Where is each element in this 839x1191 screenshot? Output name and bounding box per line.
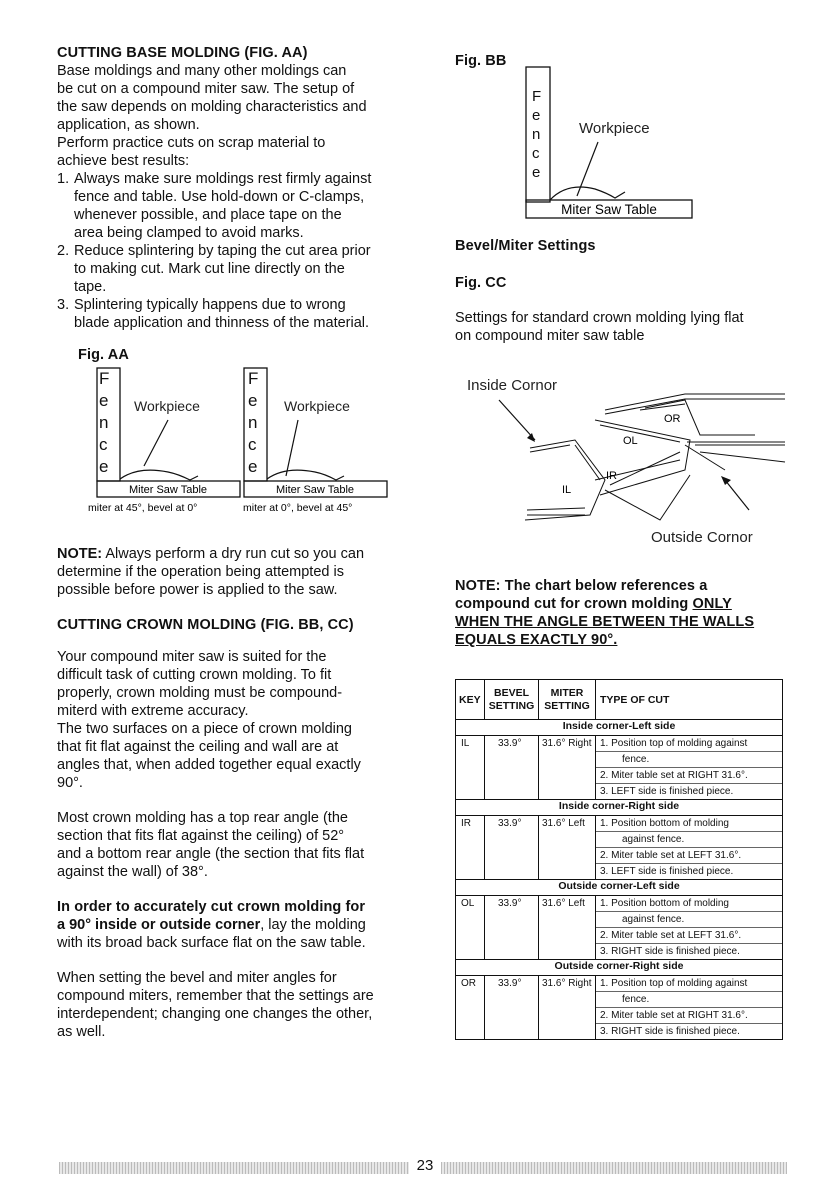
crown-para-4-line: interdependent; changing one changes the other, <box>57 1006 373 1022</box>
type-line: 1. Position bottom of molding <box>596 896 782 912</box>
table-row <box>456 816 783 880</box>
fig-bb-fence-label <box>532 88 541 181</box>
base-molding-heading: CUTTING BASE MOLDING (FIG. AA) <box>57 45 308 61</box>
table-row <box>456 896 783 960</box>
type-line: fence. <box>596 752 782 768</box>
svg-text:F: F <box>99 369 110 388</box>
crown-para-1-line: The two surfaces on a piece of crown molding <box>57 721 352 737</box>
type-line: 1. Position top of molding against <box>596 976 782 992</box>
cell-bevel: 33.9° <box>485 736 539 800</box>
crown-para-4-line: When setting the bevel and miter angles for <box>57 970 337 986</box>
cell-type <box>596 816 783 880</box>
fig-cc-title: Fig. CC <box>455 275 507 291</box>
crown-para-1-line: Your compound miter saw is suited for the <box>57 649 327 665</box>
base-molding-step: blade application and thinness of the material. <box>74 315 370 331</box>
crown-para-2-line: section that fits flat against the ceiling) of 52° <box>57 828 345 844</box>
type-line: fence. <box>596 992 782 1008</box>
fig-bb-table: Miter Saw Table <box>561 202 657 217</box>
svg-text:c: c <box>532 145 540 162</box>
crown-molding-section: CUTTING CROWN MOLDING (FIG. BB, CC) Your compound miter saw is suited for the difficult task of cutting crown molding. To fit properly, crown molding must be compound- miterd with extreme accuracy. The two surfaces on a piece of crown molding that fit flat against the ceiling and wall are at angles that, when added together equal exactly 90°. Most crown molding has a top rear angle (the section that fits flat against the ceiling) of 52° and a bottom rear angle (the section that fits flat against the wall) of 38°. In order to accurately cut crown molding for a 90° inside or outside corner, lay the molding with its broad back surface flat on the saw table. When setting the bevel and miter angles for compound miters, remember that the settings are interdependent; changing one changes the other, as well. <box>57 616 417 1041</box>
fig-cc-diagram <box>455 370 795 550</box>
base-molding-intro-line: be cut on a compound miter saw. The setup of <box>57 81 355 97</box>
fig-aa-caption-right: miter at 0°, bevel at 45° <box>243 502 353 514</box>
fig-aa-caption-left: miter at 45°, bevel at 0° <box>88 502 198 514</box>
fig-aa-left-table: Miter Saw Table <box>128 484 208 496</box>
col-bevel: BEVEL SETTING <box>485 680 539 720</box>
col-key: KEY <box>456 680 485 720</box>
svg-text:e: e <box>99 457 109 476</box>
crown-para-1-line: angles that, when added together equal exactly <box>57 757 361 773</box>
svg-text:e: e <box>248 391 258 410</box>
base-molding-step: fence and table. Use hold-down or C-clamps, <box>74 189 365 205</box>
svg-text:e: e <box>532 107 541 124</box>
bevel-miter-heading: Bevel/Miter Settings <box>455 238 596 254</box>
cell-bevel: 33.9° <box>485 896 539 960</box>
base-molding-step: to making cut. Mark cut line directly on the <box>74 261 345 277</box>
type-line: against fence. <box>596 832 782 848</box>
base-molding-intro <box>57 62 417 170</box>
figure-cc <box>455 370 795 550</box>
cell-key: OL <box>456 896 485 960</box>
svg-text:e: e <box>532 164 541 181</box>
footer-left-bar <box>59 1162 409 1174</box>
figure-bb <box>455 52 715 252</box>
cell-miter: 31.6° Left <box>539 896 596 960</box>
cell-type <box>596 976 783 1040</box>
svg-text:c: c <box>99 435 108 454</box>
table-section-title: Outside corner-Left side <box>456 880 783 896</box>
svg-text:n: n <box>99 413 109 432</box>
fig-cc-ir-label: IR <box>606 470 617 482</box>
fig-cc-il-label: IL <box>562 484 572 496</box>
table-section-title: Inside corner-Right side <box>456 800 783 816</box>
crown-settings-table <box>455 679 783 1040</box>
fig-cc-inside-label: Inside Cornor <box>467 377 558 394</box>
crown-para-4 <box>57 969 417 1041</box>
fig-bb-workpiece: Workpiece <box>579 120 650 137</box>
table-section-title: Outside corner-Right side <box>456 960 783 976</box>
type-line: 2. Miter table set at RIGHT 31.6°. <box>596 768 782 784</box>
crown-settings-table-wrap <box>455 679 783 1040</box>
cell-type <box>596 736 783 800</box>
base-molding-intro-line: achieve best results: <box>57 153 190 169</box>
base-molding-step: tape. <box>74 279 107 295</box>
fig-aa-left-fence-label <box>99 369 109 476</box>
cell-miter: 31.6° Right <box>539 976 596 1040</box>
svg-text:n: n <box>532 126 541 143</box>
fig-cc-or-label: OR <box>664 413 681 425</box>
fig-aa-right-fence-label <box>248 369 258 476</box>
type-line: 3. RIGHT side is finished piece. <box>600 946 740 957</box>
table-row <box>456 976 783 1040</box>
fig-cc-ol-label: OL <box>623 435 638 447</box>
note-label: NOTE: <box>57 546 103 562</box>
base-molding-intro-line: the saw depends on molding characteristics and <box>57 99 367 115</box>
fig-bb-title: Fig. BB <box>455 53 507 69</box>
fig-aa-left-workpiece: Workpiece <box>134 398 200 414</box>
crown-para-1-line: 90°. <box>57 775 83 791</box>
fig-aa-diagram <box>78 366 418 531</box>
base-molding-step: 3. Splintering typically happens due to wrong <box>57 297 346 313</box>
cell-bevel: 33.9° <box>485 976 539 1040</box>
crown-para-1-line: miterd with extreme accuracy. <box>57 703 249 719</box>
cell-miter: 31.6° Left <box>539 816 596 880</box>
crown-para-2-line: against the wall) of 38°. <box>57 864 208 880</box>
crown-para-4-line: as well. <box>57 1024 106 1040</box>
type-line: 2. Miter table set at LEFT 31.6°. <box>596 848 782 864</box>
cell-bevel: 33.9° <box>485 816 539 880</box>
page-number: 23 <box>416 1157 434 1174</box>
base-molding-section <box>57 44 417 332</box>
svg-text:F: F <box>532 88 542 105</box>
footer-right-bar <box>441 1162 787 1174</box>
type-line: 1. Position bottom of molding <box>596 816 782 832</box>
table-section-title: Inside corner-Left side <box>456 720 783 736</box>
fig-bb-diagram <box>455 52 715 242</box>
crown-para-1-line: that fit flat against the ceiling and wall are at <box>57 739 339 755</box>
crown-para-4-line: compound miters, remember that the settings are <box>57 988 374 1004</box>
table-row <box>456 736 783 800</box>
type-line: 2. Miter table set at RIGHT 31.6°. <box>596 1008 782 1024</box>
base-molding-intro-line: application, as shown. <box>57 117 200 133</box>
base-molding-intro-line: Base moldings and many other moldings can <box>57 63 347 79</box>
svg-text:e: e <box>248 457 258 476</box>
fig-aa-title: Fig. AA <box>78 347 129 363</box>
col-type: TYPE OF CUT <box>596 680 783 720</box>
type-line: 2. Miter table set at LEFT 31.6°. <box>596 928 782 944</box>
fig-aa-right-table: Miter Saw Table <box>275 484 355 496</box>
crown-para-2-line: and a bottom rear angle (the section that fits flat <box>57 846 365 862</box>
cell-key: IR <box>456 816 485 880</box>
crown-heading: CUTTING CROWN MOLDING (FIG. BB, CC) <box>57 617 354 633</box>
figure-aa <box>78 346 418 526</box>
base-molding-step: whenever possible, and place tape on the <box>74 207 342 223</box>
fig-cc-outside-label: Outside Cornor <box>651 529 753 546</box>
base-molding-step: 1. Always make sure moldings rest firmly against <box>57 171 372 187</box>
base-molding-steps <box>57 170 417 332</box>
cell-type <box>596 896 783 960</box>
note-dry-run: NOTE: Always perform a dry run cut so you can determine if the operation being attempted is possible before power is applied to the saw. <box>57 546 365 598</box>
type-line: 1. Position top of molding against <box>596 736 782 752</box>
fig-cc-description: Settings for standard crown molding lying flat on compound miter saw table <box>455 310 744 344</box>
cell-key: OR <box>456 976 485 1040</box>
crown-para-2-line: Most crown molding has a top rear angle (the <box>57 810 348 826</box>
fig-aa-right-workpiece: Workpiece <box>284 398 350 414</box>
col-miter: MITER SETTING <box>539 680 596 720</box>
note-crown-chart: NOTE: The chart below references a compound cut for crown molding ONLY WHEN THE ANGLE BETWEEN THE WALLS EQUALS EXACTLY 90°. <box>455 578 755 648</box>
crown-para-1-line: difficult task of cutting crown molding. To fit <box>57 667 332 683</box>
crown-para-2 <box>57 809 417 881</box>
svg-text:c: c <box>248 435 257 454</box>
crown-para-1 <box>57 648 417 792</box>
type-line: 3. LEFT side is finished piece. <box>600 866 734 877</box>
crown-para-1-line: properly, crown molding must be compound- <box>57 685 343 701</box>
base-molding-intro-line: Perform practice cuts on scrap material to <box>57 135 326 151</box>
type-line: against fence. <box>596 912 782 928</box>
svg-text:F: F <box>248 369 259 388</box>
base-molding-step: area being clamped to avoid marks. <box>74 225 304 241</box>
cell-key: IL <box>456 736 485 800</box>
type-line: 3. RIGHT side is finished piece. <box>600 1026 740 1037</box>
crown-para-3-bold: In order to accurately cut crown molding for <box>57 899 366 915</box>
svg-text:n: n <box>248 413 258 432</box>
cell-miter: 31.6° Right <box>539 736 596 800</box>
svg-text:e: e <box>99 391 109 410</box>
base-molding-step: 2. Reduce splintering by taping the cut area prior <box>57 243 371 259</box>
type-line: 3. LEFT side is finished piece. <box>600 786 734 797</box>
